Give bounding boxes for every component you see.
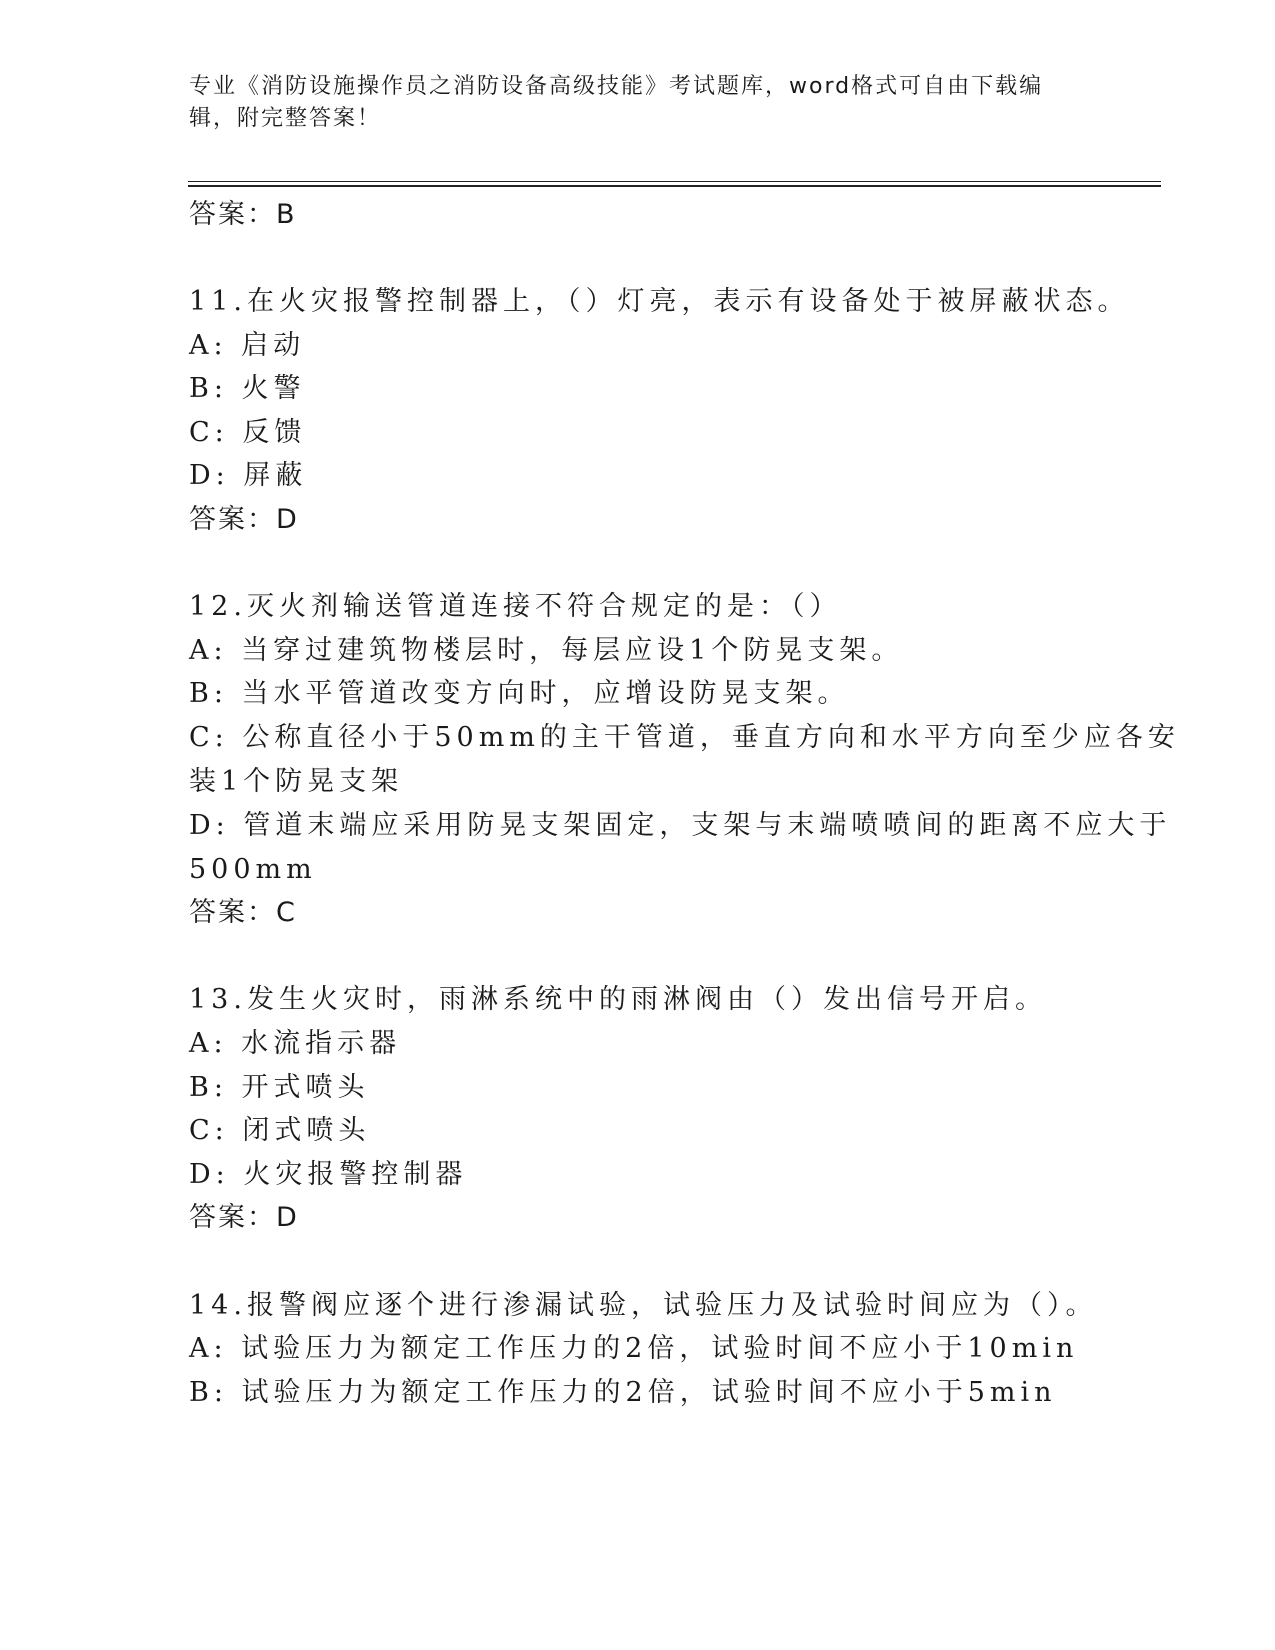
option-a: A: 当穿过建筑物楼层时，每层应设1个防晃支架。	[189, 635, 904, 666]
option-c: C: 反馈	[189, 417, 307, 448]
option-d: D: 管道末端应采用防晃支架固定，支架与末端喷喷间的距离不应大于	[189, 810, 1172, 841]
document-header: 专业《消防设施操作员之消防设备高级技能》考试题库，word格式可自由下载编辑，附完整答案！	[189, 74, 1044, 131]
option-b: B: 火警	[189, 373, 306, 404]
option-c: C: 公称直径小于50mm的主干管道，垂直方向和水平方向至少应各安	[189, 722, 1180, 753]
option-c-continued: 装1个防晃支架	[189, 766, 404, 797]
answer-line: 答案：B	[189, 199, 297, 230]
header-divider-thin	[188, 181, 1161, 182]
option-a: A: 试验压力为额定工作压力的2倍，试验时间不应小于10min	[189, 1333, 1079, 1364]
option-c: C: 闭式喷头	[189, 1115, 371, 1146]
option-d-continued: 500mm	[189, 854, 317, 885]
answer-line: 答案：C	[189, 897, 297, 928]
option-b: B: 试验压力为额定工作压力的2倍，试验时间不应小于5min	[189, 1377, 1057, 1408]
question-stem: 14.报警阀应逐个进行渗漏试验，试验压力及试验时间应为（）。	[189, 1290, 1098, 1321]
answer-line: 答案：D	[189, 504, 299, 535]
question-stem: 13.发生火灾时，雨淋系统中的雨淋阀由（）发出信号开启。	[189, 984, 1047, 1015]
option-b: B: 当水平管道改变方向时，应增设防晃支架。	[189, 678, 850, 709]
header-divider-thick	[188, 185, 1161, 187]
option-a: A: 水流指示器	[189, 1028, 402, 1059]
answer-line: 答案：D	[189, 1202, 299, 1233]
option-a: A: 启动	[189, 330, 306, 361]
question-stem: 12.灭火剂输送管道连接不符合规定的是：（）	[189, 591, 842, 622]
question-stem: 11.在火灾报警控制器上，（）灯亮，表示有设备处于被屏蔽状态。	[189, 286, 1130, 317]
option-d: D: 火灾报警控制器	[189, 1159, 468, 1190]
option-d: D: 屏蔽	[189, 460, 308, 491]
option-b: B: 开式喷头	[189, 1072, 370, 1103]
